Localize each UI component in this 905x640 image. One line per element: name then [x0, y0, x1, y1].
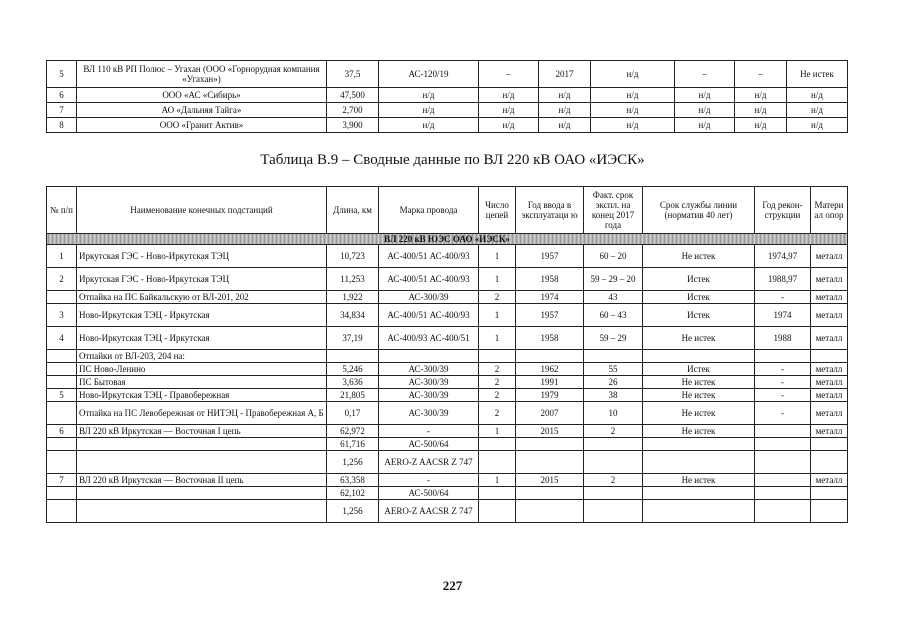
- cell-service: [584, 500, 643, 523]
- section-row: [47, 234, 848, 245]
- cell-life: Не истек: [643, 425, 755, 438]
- cell-wire: AERO-Z AACSR Z 747: [379, 451, 479, 474]
- cell-wire: -: [379, 425, 479, 438]
- table-row: [47, 389, 848, 402]
- cell-length: 1,922: [327, 291, 379, 304]
- cell-recon: 1988,97: [755, 268, 811, 291]
- cell-num: [47, 363, 77, 376]
- cell-year: [516, 451, 584, 474]
- table-row: [47, 118, 848, 133]
- header-cell: Год рекон- струкции: [755, 187, 811, 234]
- cell-life: [643, 438, 755, 451]
- cell-length: 3,636: [327, 376, 379, 389]
- table-cell: н/д: [787, 88, 848, 103]
- table-cell: 8: [47, 118, 77, 133]
- cell-circuits: [479, 500, 516, 523]
- cell-length: 63,358: [327, 474, 379, 487]
- table-header-row: [47, 187, 848, 234]
- cell-wire: АС-300/39: [379, 402, 479, 425]
- cell-circuits: 2: [479, 363, 516, 376]
- cell-service: [584, 438, 643, 451]
- cell-year: 2015: [516, 425, 584, 438]
- cell-name: Отпайка на ПС Байкальскую от ВЛ-201, 202: [77, 291, 327, 304]
- table-cell: н/д: [479, 88, 539, 103]
- cell-service: [584, 350, 643, 363]
- table-cell: н/д: [787, 103, 848, 118]
- cell-service: 60 – 20: [584, 245, 643, 268]
- cell-life: Не истек: [643, 376, 755, 389]
- cell-year: 2015: [516, 474, 584, 487]
- cell-length: 34,834: [327, 304, 379, 327]
- cell-length: 0,17: [327, 402, 379, 425]
- cell-service: 2: [584, 474, 643, 487]
- cell-wire: АС-500/64: [379, 438, 479, 451]
- table-row: [47, 291, 848, 304]
- cell-num: 3: [47, 304, 77, 327]
- cell-num: [47, 402, 77, 425]
- cell-service: 59 – 29 – 20: [584, 268, 643, 291]
- cell-wire: -: [379, 474, 479, 487]
- cell-name: Иркутская ГЭС - Ново-Иркутская ТЭЦ: [77, 245, 327, 268]
- table-cell: н/д: [675, 88, 735, 103]
- table-cell: 7: [47, 103, 77, 118]
- cell-wire: AERO-Z AACSR Z 747: [379, 500, 479, 523]
- cell-material: металл: [811, 376, 848, 389]
- cell-life: Не истек: [643, 389, 755, 402]
- cell-recon: [755, 487, 811, 500]
- cell-circuits: 1: [479, 245, 516, 268]
- table-cell: н/д: [539, 103, 591, 118]
- cell-circuits: 1: [479, 474, 516, 487]
- cell-service: 60 – 43: [584, 304, 643, 327]
- table-row: [47, 88, 848, 103]
- cell-year: 2007: [516, 402, 584, 425]
- cell-circuits: 1: [479, 268, 516, 291]
- table-cell: н/д: [591, 118, 675, 133]
- cell-life: Не истек: [643, 474, 755, 487]
- cell-service: 38: [584, 389, 643, 402]
- cell-wire: АС-400/51 АС-400/93: [379, 268, 479, 291]
- cell-service: [584, 487, 643, 500]
- cell-recon: -: [755, 376, 811, 389]
- header-cell: Матери ал опор: [811, 187, 848, 234]
- cell-service: 26: [584, 376, 643, 389]
- table-cell: АО «Дальняя Тайга»: [77, 103, 327, 118]
- cell-recon: [755, 350, 811, 363]
- cell-length: [327, 350, 379, 363]
- cell-year: 1962: [516, 363, 584, 376]
- cell-year: [516, 350, 584, 363]
- cell-num: 1: [47, 245, 77, 268]
- cell-circuits: [479, 451, 516, 474]
- cell-year: 1958: [516, 327, 584, 350]
- cell-num: [47, 350, 77, 363]
- table-row: [47, 61, 848, 88]
- cell-name: Отпайка на ПС Левобережная от НИТЭЦ - Правобережная А, Б: [77, 402, 327, 425]
- cell-num: [47, 451, 77, 474]
- table-cell: ООО «Гранит Актив»: [77, 118, 327, 133]
- table-cell: –: [735, 61, 787, 88]
- header-cell: Факт. срок экспл. на конец 2017 года: [584, 187, 643, 234]
- cell-name: Ново-Иркутская ТЭЦ - Иркутская: [77, 304, 327, 327]
- cell-num: 2: [47, 268, 77, 291]
- cell-wire: АС-400/93 АС-400/51: [379, 327, 479, 350]
- cell-circuits: 1: [479, 425, 516, 438]
- cell-recon: 1974,97: [755, 245, 811, 268]
- table-cell: ООО «АС «Сибирь»: [77, 88, 327, 103]
- table-cell: н/д: [539, 118, 591, 133]
- cell-recon: -: [755, 402, 811, 425]
- table-row: [47, 376, 848, 389]
- table-cell: 2,700: [327, 103, 379, 118]
- cell-circuits: 2: [479, 376, 516, 389]
- cell-year: 1957: [516, 304, 584, 327]
- table-row: [47, 425, 848, 438]
- cell-year: [516, 500, 584, 523]
- cell-name: Иркутская ГЭС - Ново-Иркутская ТЭЦ: [77, 268, 327, 291]
- cell-material: металл: [811, 425, 848, 438]
- cell-recon: [755, 500, 811, 523]
- table-row: [47, 438, 848, 451]
- cell-material: [811, 451, 848, 474]
- cell-circuits: 2: [479, 402, 516, 425]
- table-cell: н/д: [479, 118, 539, 133]
- cell-wire: АС-500/64: [379, 487, 479, 500]
- cell-material: [811, 487, 848, 500]
- cell-length: 61,716: [327, 438, 379, 451]
- table-cell: 3,900: [327, 118, 379, 133]
- cell-name: [77, 487, 327, 500]
- cell-length: 1,256: [327, 500, 379, 523]
- cell-length: 11,253: [327, 268, 379, 291]
- cell-length: 62,972: [327, 425, 379, 438]
- cell-year: 1957: [516, 245, 584, 268]
- section-title: ВЛ 220 кВ ЮЭС ОАО «ИЭСК»: [47, 234, 848, 245]
- cell-num: [47, 500, 77, 523]
- cell-wire: АС-300/39: [379, 376, 479, 389]
- cell-num: 4: [47, 327, 77, 350]
- cell-material: металл: [811, 327, 848, 350]
- cell-name: Ново-Иркутская ТЭЦ - Иркутская: [77, 327, 327, 350]
- cell-length: 10,723: [327, 245, 379, 268]
- cell-service: [584, 451, 643, 474]
- cell-length: 1,256: [327, 451, 379, 474]
- table-cell: 2017: [539, 61, 591, 88]
- table-row: [47, 350, 848, 363]
- table-cell: н/д: [591, 88, 675, 103]
- cell-recon: [755, 425, 811, 438]
- table-cell: н/д: [735, 118, 787, 133]
- cell-service: 10: [584, 402, 643, 425]
- cell-material: металл: [811, 268, 848, 291]
- cell-circuits: 1: [479, 304, 516, 327]
- cell-length: 21,805: [327, 389, 379, 402]
- previous-table-continuation: [46, 60, 848, 133]
- cell-year: 1958: [516, 268, 584, 291]
- table-cell: АС-120/19: [379, 61, 479, 88]
- table-cell: 6: [47, 88, 77, 103]
- cell-material: металл: [811, 363, 848, 376]
- cell-life: [643, 487, 755, 500]
- cell-name: [77, 438, 327, 451]
- table-row: [47, 304, 848, 327]
- table-row: [47, 268, 848, 291]
- table-cell: н/д: [539, 88, 591, 103]
- table-cell: н/д: [379, 88, 479, 103]
- cell-name: ВЛ 220 кВ Иркутская — Восточная I цепь: [77, 425, 327, 438]
- cell-name: [77, 500, 327, 523]
- table-row: [47, 103, 848, 118]
- cell-material: металл: [811, 402, 848, 425]
- table-cell: Не истек: [787, 61, 848, 88]
- cell-year: 1974: [516, 291, 584, 304]
- table-cell: 5: [47, 61, 77, 88]
- cell-life: [643, 350, 755, 363]
- table-row: [47, 327, 848, 350]
- cell-num: 7: [47, 474, 77, 487]
- cell-circuits: [479, 350, 516, 363]
- cell-recon: 1974: [755, 304, 811, 327]
- table-cell: н/д: [379, 118, 479, 133]
- table-cell: ВЛ 110 кВ РП Полюс – Угахан (ООО «Горнорудная компания «Угахан»): [77, 61, 327, 88]
- cell-year: 1979: [516, 389, 584, 402]
- table-cell: –: [675, 61, 735, 88]
- cell-wire: АС-300/39: [379, 363, 479, 376]
- cell-circuits: 2: [479, 291, 516, 304]
- cell-recon: [755, 451, 811, 474]
- cell-name: ВЛ 220 кВ Иркутская — Восточная II цепь: [77, 474, 327, 487]
- cell-circuits: [479, 487, 516, 500]
- cell-life: [643, 500, 755, 523]
- cell-material: [811, 350, 848, 363]
- cell-life: Не истек: [643, 327, 755, 350]
- cell-name: [77, 451, 327, 474]
- cell-name: Отпайки от ВЛ-203, 204 на:: [77, 350, 327, 363]
- cell-num: [47, 487, 77, 500]
- vl220-summary-table: [46, 186, 848, 523]
- cell-wire: АС-300/39: [379, 389, 479, 402]
- header-cell: Длина, км: [327, 187, 379, 234]
- cell-length: 62,102: [327, 487, 379, 500]
- cell-name: ПС Бытовая: [77, 376, 327, 389]
- table-cell: 37,5: [327, 61, 379, 88]
- cell-life: Истек: [643, 268, 755, 291]
- cell-recon: -: [755, 363, 811, 376]
- cell-material: [811, 500, 848, 523]
- cell-life: Истек: [643, 363, 755, 376]
- cell-wire: АС-400/51 АС-400/93: [379, 304, 479, 327]
- header-cell: Год ввода в эксплуатаци ю: [516, 187, 584, 234]
- cell-recon: 1988: [755, 327, 811, 350]
- cell-life: Истек: [643, 304, 755, 327]
- table-cell: н/д: [735, 103, 787, 118]
- table-cell: н/д: [787, 118, 848, 133]
- cell-life: Не истек: [643, 245, 755, 268]
- table-cell: н/д: [675, 118, 735, 133]
- cell-circuits: [479, 438, 516, 451]
- table-cell: н/д: [591, 61, 675, 88]
- table-cell: н/д: [735, 88, 787, 103]
- cell-material: металл: [811, 474, 848, 487]
- table-row: [47, 245, 848, 268]
- cell-year: 1991: [516, 376, 584, 389]
- table-cell: н/д: [591, 103, 675, 118]
- header-cell: Наименование конечных подстанций: [77, 187, 327, 234]
- cell-num: [47, 291, 77, 304]
- cell-name: ПС Ново-Ленино: [77, 363, 327, 376]
- cell-year: [516, 487, 584, 500]
- table-caption: Таблица В.9 – Сводные данные по ВЛ 220 кВ ОАО «ИЭСК»: [260, 152, 645, 168]
- cell-material: металл: [811, 389, 848, 402]
- table-row: [47, 474, 848, 487]
- header-cell: Срок службы линии (норматив 40 лет): [643, 187, 755, 234]
- cell-num: [47, 438, 77, 451]
- cell-life: Не истек: [643, 402, 755, 425]
- cell-material: металл: [811, 304, 848, 327]
- cell-num: [47, 376, 77, 389]
- cell-name: Ново-Иркутская ТЭЦ - Правобережная: [77, 389, 327, 402]
- cell-length: 37,19: [327, 327, 379, 350]
- header-cell: Марка провода: [379, 187, 479, 234]
- cell-year: [516, 438, 584, 451]
- cell-material: металл: [811, 245, 848, 268]
- cell-service: 59 – 29: [584, 327, 643, 350]
- cell-material: [811, 438, 848, 451]
- cell-num: 6: [47, 425, 77, 438]
- cell-service: 55: [584, 363, 643, 376]
- cell-life: Истек: [643, 291, 755, 304]
- cell-num: 5: [47, 389, 77, 402]
- cell-service: 43: [584, 291, 643, 304]
- cell-recon: -: [755, 291, 811, 304]
- cell-circuits: 2: [479, 389, 516, 402]
- cell-recon: -: [755, 389, 811, 402]
- cell-wire: [379, 350, 479, 363]
- cell-material: металл: [811, 291, 848, 304]
- table-cell: н/д: [479, 103, 539, 118]
- page-number: 227: [442, 578, 463, 593]
- table-row: [47, 500, 848, 523]
- table-row: [47, 451, 848, 474]
- table-cell: н/д: [675, 103, 735, 118]
- cell-recon: [755, 474, 811, 487]
- cell-wire: АС-300/39: [379, 291, 479, 304]
- table-row: [47, 487, 848, 500]
- table-row: [47, 402, 848, 425]
- cell-wire: АС-400/51 АС-400/93: [379, 245, 479, 268]
- table-cell: 47,500: [327, 88, 379, 103]
- table-cell: –: [479, 61, 539, 88]
- cell-recon: [755, 438, 811, 451]
- header-cell: Число цепей: [479, 187, 516, 234]
- cell-life: [643, 451, 755, 474]
- header-cell: № п/п: [47, 187, 77, 234]
- cell-service: 2: [584, 425, 643, 438]
- cell-length: 5,246: [327, 363, 379, 376]
- table-cell: н/д: [379, 103, 479, 118]
- cell-circuits: 1: [479, 327, 516, 350]
- table-row: [47, 363, 848, 376]
